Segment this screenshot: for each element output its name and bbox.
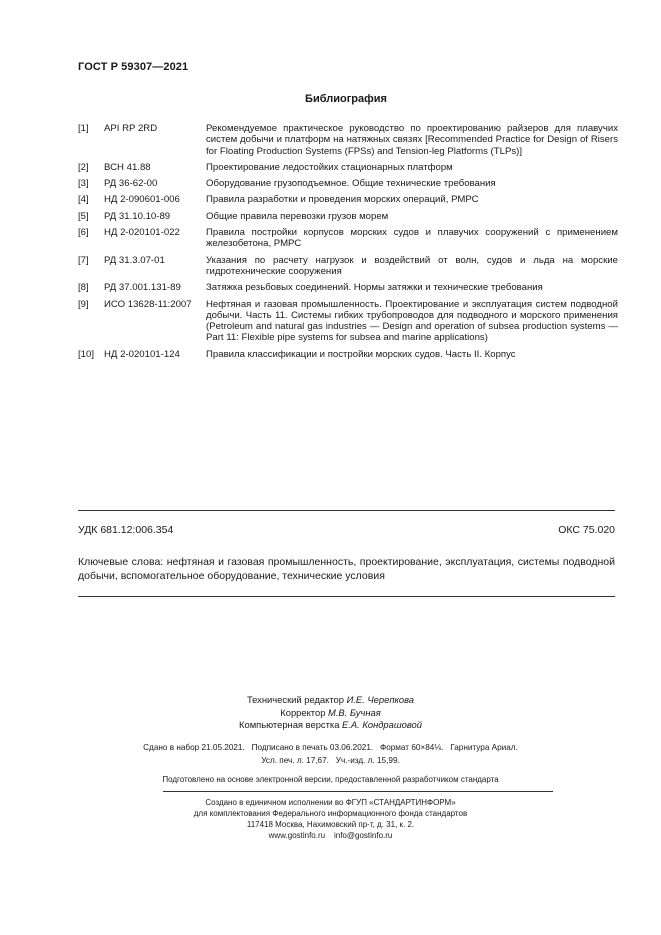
udk-code: УДК 681.12:006.354	[78, 524, 174, 536]
publisher-info	[0, 797, 661, 841]
bibliography-item-number: [9]	[78, 298, 89, 310]
bibliography-item-number: [10]	[78, 348, 95, 360]
credit-layout-role: Компьютерная верстка	[239, 719, 340, 730]
bibliography-item-title: Затяжка резьбовых соединений. Нормы затяжки и технические требования	[206, 282, 543, 294]
bibliography-item	[78, 349, 618, 360]
bibliography-item-code: НД 2-020101-022	[104, 227, 180, 239]
bibliography-item	[78, 227, 618, 250]
bottom-divider	[78, 596, 615, 597]
bibliography-item	[78, 178, 618, 189]
bibliography-item-title: Нефтяная и газовая промышленность. Проектирование и эксплуатация систем подводной добычи. Часть 11. Системы гибких трубопроводов для подводного и морского применения (Petroleum and natural gas industries — Design and operation of subsea production systems — Part 11: Flexible pipe systems for subsea and marine applications)	[206, 298, 618, 344]
bibliography-item-code: ВСН 41.88	[104, 161, 151, 173]
credit-layout-name: Е.А. Кондрашовой	[342, 719, 422, 730]
bibliography-item-title: Проектирование ледостойких стационарных платформ	[206, 161, 453, 173]
bibliography-item-number: [4]	[78, 194, 89, 206]
print-info-line: Сдано в набор 21.05.2021. Подписано в печать 03.06.2021. Формат 60×84⅛. Гарнитура Ариал.	[143, 743, 518, 752]
prepared-note: Подготовлено на основе электронной версии, предоставленной разработчиком стандарта	[162, 775, 499, 784]
credit-corrector	[0, 707, 661, 720]
bibliography-item-title: Правила постройки корпусов морских судов и плавучих сооружений с применением железобетона, РМРС	[206, 227, 618, 250]
bibliography-item-code: РД 31.10.10-89	[104, 210, 171, 222]
bibliography-item	[78, 123, 618, 157]
publisher-contacts: www.gostinfo.ru info@gostinfo.ru	[268, 831, 393, 840]
bibliography-item-number: [2]	[78, 161, 89, 173]
bibliography-item-code: API RP 2RD	[104, 123, 158, 134]
bibliography-item-title: Указания по расчету нагрузок и воздействий от волн, судов и льда на морские гидротехнические сооружения	[206, 254, 618, 277]
publisher-address: 117418 Москва, Нахимовский пр-т, д. 31, к. 2.	[246, 820, 415, 829]
credits	[0, 694, 661, 732]
credit-editor	[0, 694, 661, 707]
bibliography-item-number: [6]	[78, 227, 89, 239]
bibliography-item-number: [1]	[78, 123, 89, 134]
keywords: Ключевые слова: нефтяная и газовая промышленность, проектирование, эксплуатация, системы подводной добычи, вспомогательное оборудование, технические условия	[78, 556, 615, 582]
bibliography-item-title: Общие правила перевозки грузов морем	[206, 210, 389, 222]
bibliography-item	[78, 194, 618, 205]
credit-editor-name: И.Е. Черепкова	[346, 694, 415, 705]
bibliography-item-title: Оборудование грузоподъемное. Общие технические требования	[206, 178, 496, 190]
credit-corrector-name: М.В. Бучная	[328, 706, 381, 718]
bibliography-item-code: РД 31.3.07-01	[104, 254, 165, 266]
credit-corrector-role: Корректор	[280, 706, 326, 718]
bibliography-item-code: НД 2-020101-124	[104, 348, 180, 360]
bibliography-item-number: [8]	[78, 282, 89, 294]
bibliography-item	[78, 255, 618, 278]
bibliography-list	[78, 123, 618, 365]
bibliography-item	[78, 162, 618, 173]
bibliography-title: Библиография	[305, 93, 387, 105]
credit-layout	[0, 719, 661, 732]
bibliography-item-number: [5]	[78, 210, 89, 222]
bibliography-item-title: Рекомендуемое практическое руководство по проектированию райзеров для плавучих систем добычи и платформ на натяжных связях [Recommended Practice for Design of Risers for Floating Production Systems (FPSs) and Tension-leg Platforms (TLPs)]	[206, 123, 618, 157]
credit-editor-role: Технический редактор	[246, 694, 344, 705]
standard-id: ГОСТ Р 59307—2021	[78, 61, 189, 73]
publisher-line: Создано в единичном исполнении во ФГУП «СТАНДАРТИНФОРМ»	[205, 798, 456, 807]
print-info-line: Усл. печ. л. 17,67. Уч.-изд. л. 15,99.	[261, 756, 400, 765]
bibliography-item-code: РД 37.001.131-89	[104, 282, 181, 294]
publisher-line: для комплектования Федерального информационного фонда стандартов	[193, 809, 468, 818]
classification-row	[78, 524, 615, 536]
bibliography-item	[78, 211, 618, 222]
bibliography-item-number: [7]	[78, 254, 89, 266]
bibliography-item-code: ИСО 13628-11:2007	[104, 298, 192, 310]
print-info	[0, 741, 661, 767]
top-divider	[78, 510, 615, 511]
bibliography-item	[78, 299, 618, 344]
bibliography-item-title: Правила классификации и постройки морских судов. Часть II. Корпус	[206, 348, 516, 360]
publisher-divider	[163, 791, 553, 792]
bibliography-item	[78, 282, 618, 293]
bibliography-item-code: НД 2-090601-006	[104, 194, 180, 206]
bibliography-item-code: РД 36-62-00	[104, 178, 158, 190]
oks-code: ОКС 75.020	[558, 524, 615, 536]
bibliography-item-number: [3]	[78, 178, 89, 190]
bibliography-item-title: Правила разработки и проведения морских операций, РМРС	[206, 194, 479, 206]
